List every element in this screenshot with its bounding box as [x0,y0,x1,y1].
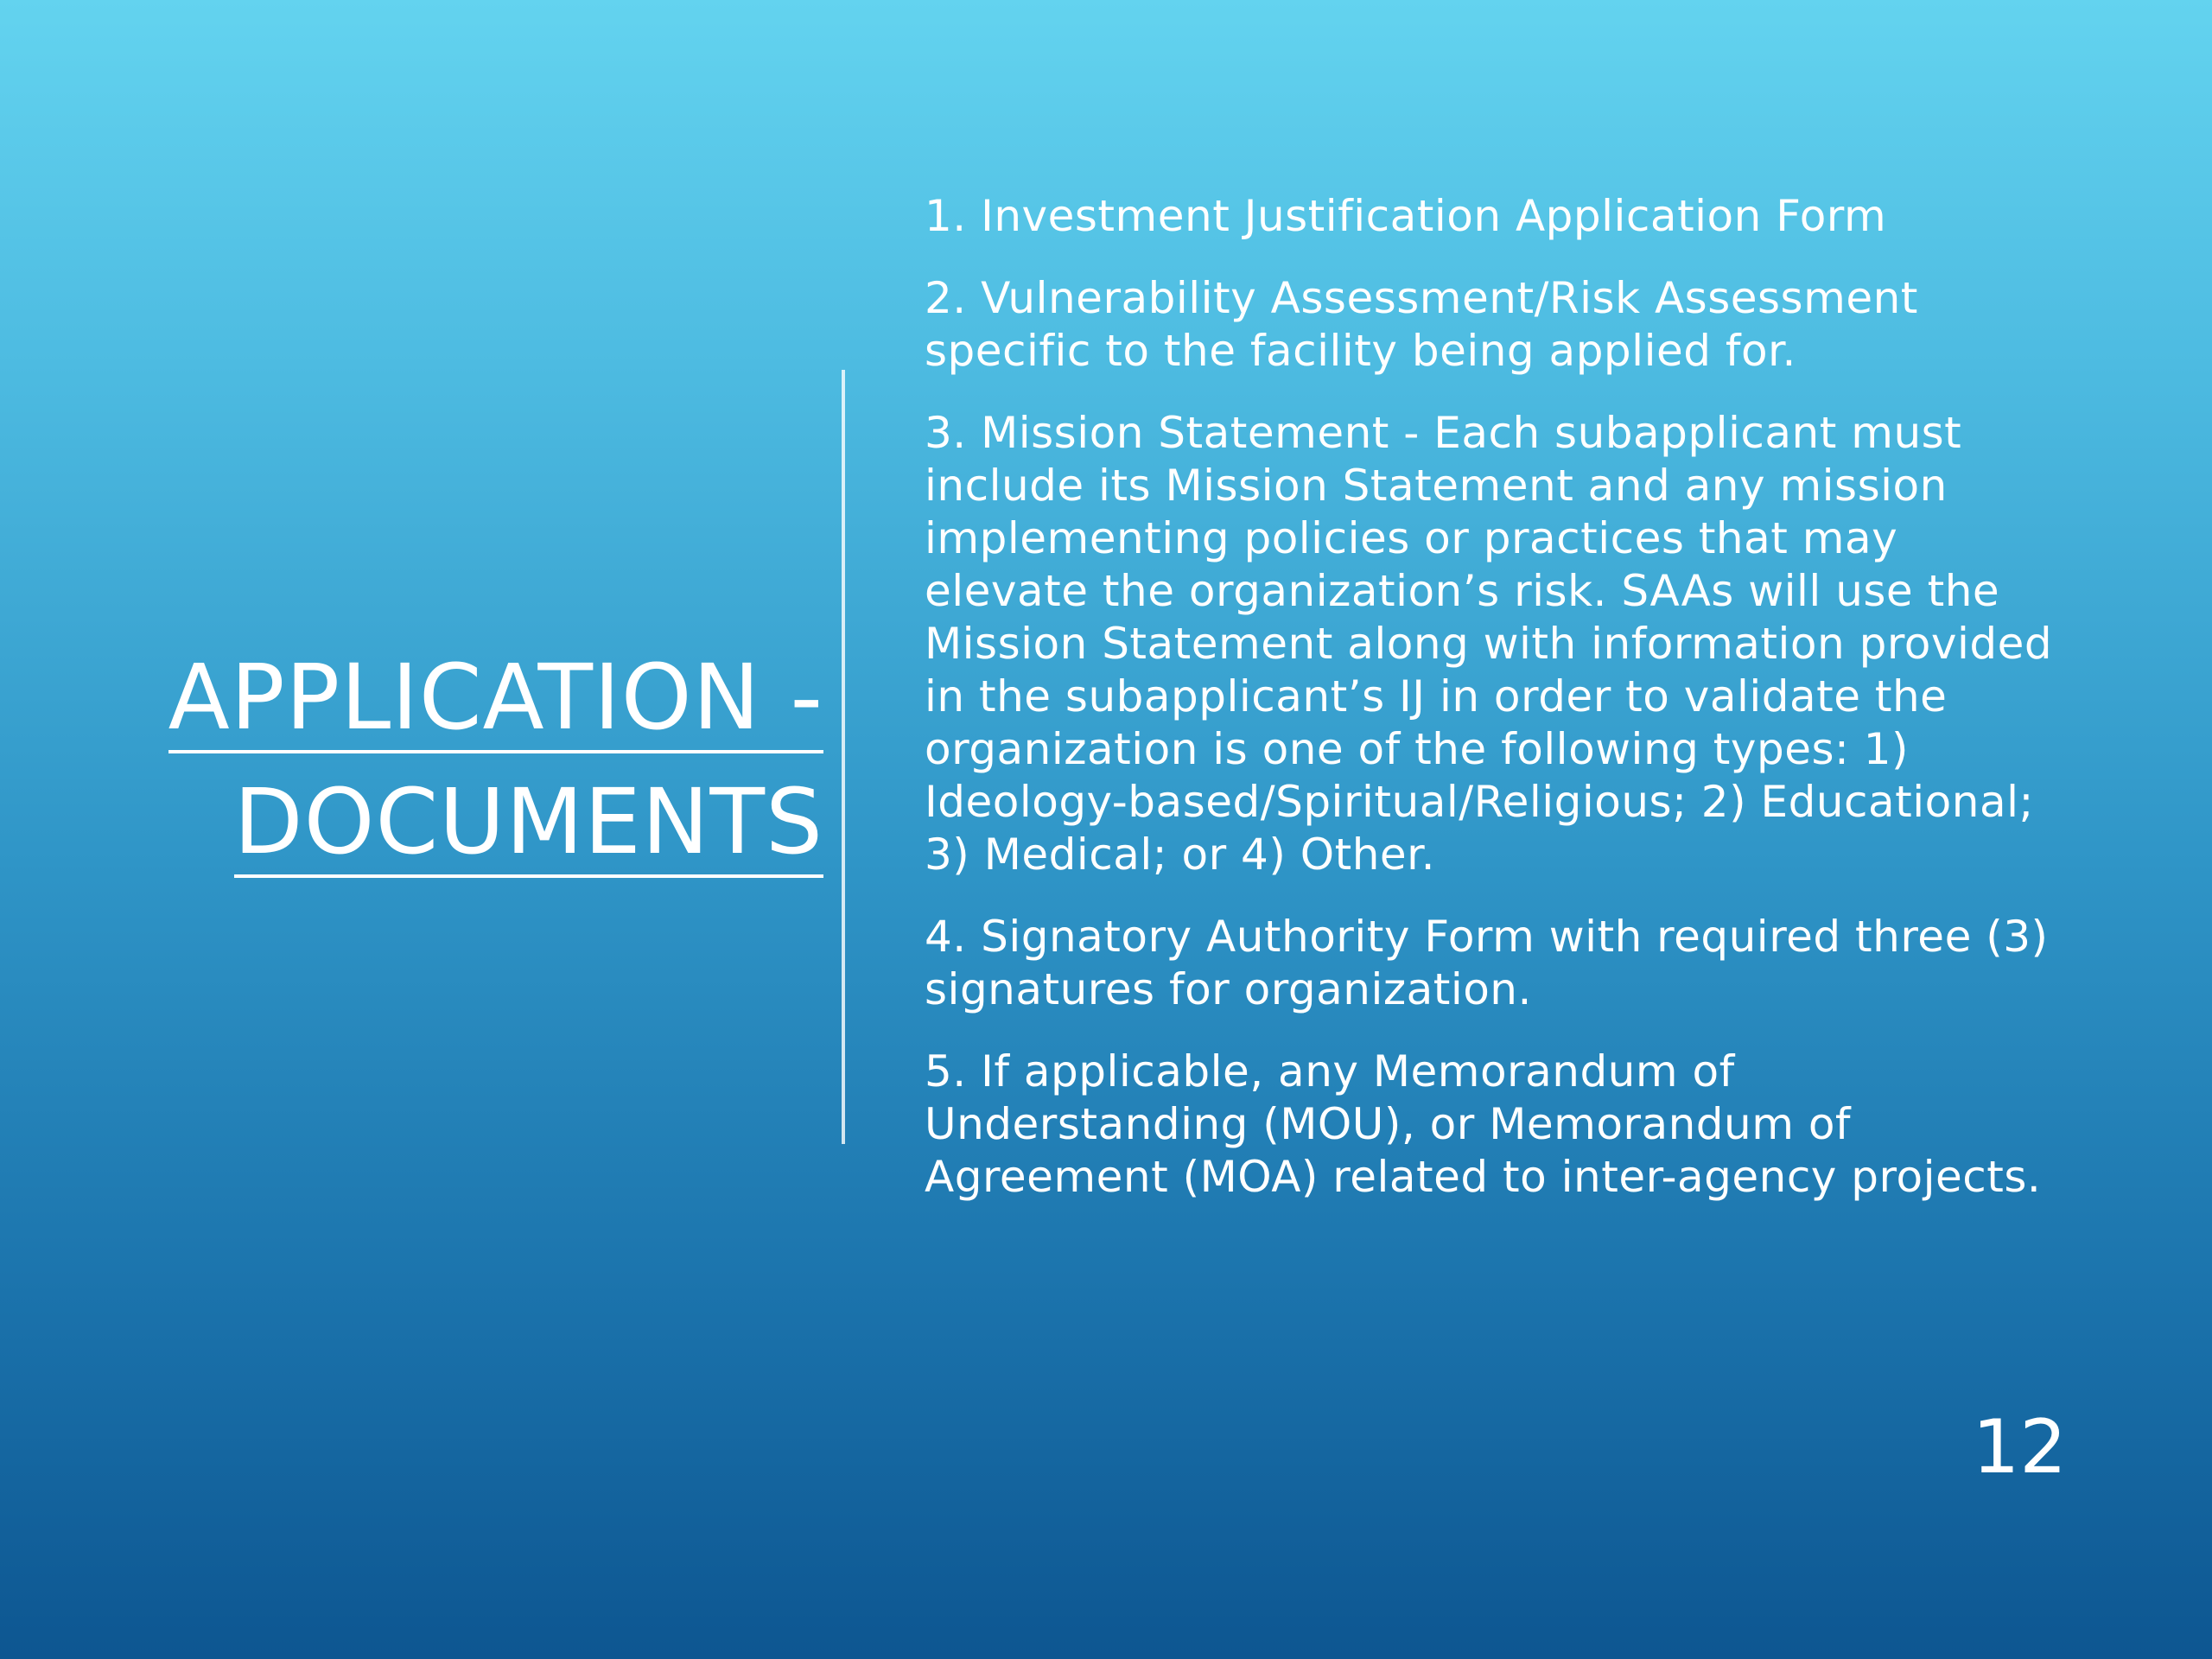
document-item-1: 1. Investment Justification Application Form [925,191,1887,241]
vertical-divider [842,370,845,1144]
document-item-3: 3. Mission Statement - Each subapplicant must include its Mission Statement and any mission implementing policies or practices that may elevate the organization’s risk. SAAs will use the Mission Statement along with information provided in the subapplicant’s IJ in order to validate the organization is one of the following types: 1) Ideology-based/Spiritual/Religious; 2) Educational; 3) Medical; or 4) Other. [925,408,2053,880]
page-number: 12 [1972,1404,2067,1491]
document-item-4: 4. Signatory Authority Form with required three (3) signatures for organization. [925,912,2049,1014]
slide-title-line-1: APPLICATION - [168,645,823,753]
document-item-2: 2. Vulnerability Assessment/Risk Assessment specific to the facility being applied for. [925,273,1918,376]
slide-title-line-2: DOCUMENTS [234,769,823,878]
document-item-5: 5. If applicable, any Memorandum of Understanding (MOU), or Memorandum of Agreement (MOA) related to inter-agency projects. [925,1046,2042,1202]
slide-title [46,639,823,888]
documents-list [925,190,2065,1233]
